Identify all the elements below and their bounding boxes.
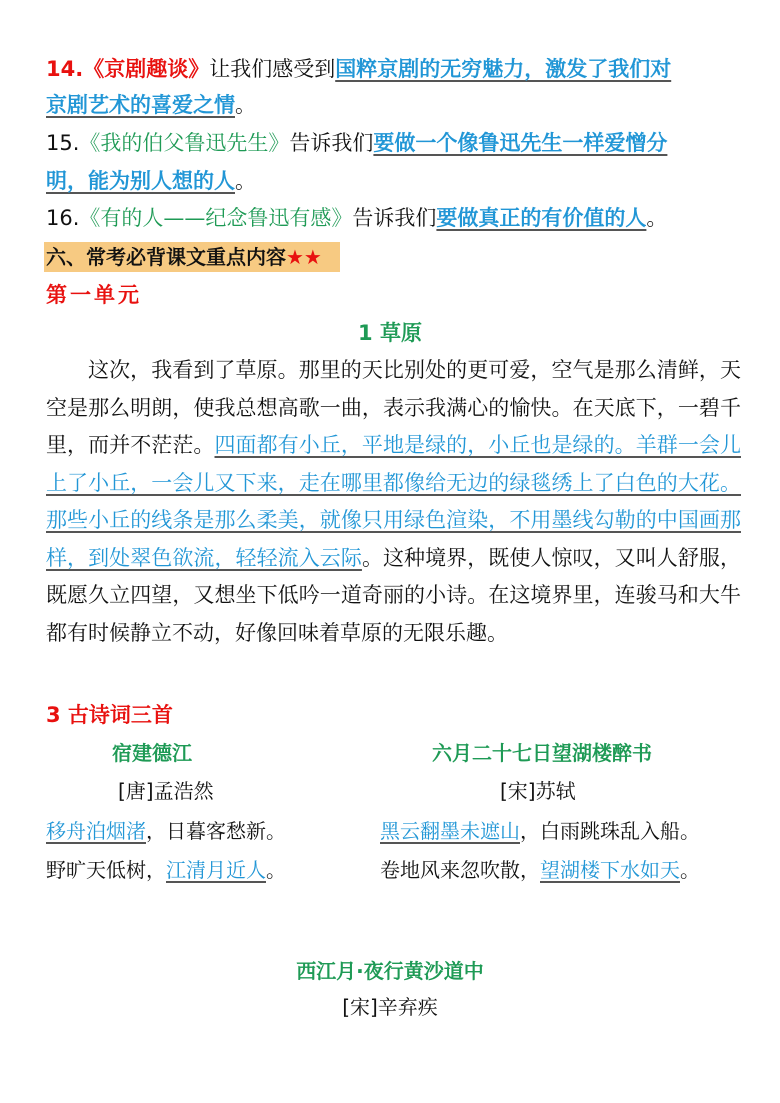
item-15-title: 《我的伯父鲁迅先生》 xyxy=(79,131,290,155)
item-14-number: 14. xyxy=(46,57,84,81)
poem-1-line-2-highlight: 江清月近人 xyxy=(166,858,266,882)
item-15-highlight-2: 明，能为别人想的人 xyxy=(46,169,235,193)
item-14-line-1 xyxy=(46,54,736,84)
poem-2-line-2-highlight: 望湖楼下水如天 xyxy=(540,858,680,882)
section-heading-text: 六、常考必背课文重点内容 xyxy=(46,245,286,269)
item-14-highlight-2: 京剧艺术的喜爱之情 xyxy=(46,93,235,117)
poem-1-line-1 xyxy=(46,816,286,846)
item-16-end: 。 xyxy=(646,206,668,230)
item-14-pre: 让我们感受到 xyxy=(209,57,336,81)
item-16-number: 16. xyxy=(46,206,80,230)
lesson-1-title: 1 草原 xyxy=(358,321,422,345)
poem-3-title: 西江月·夜行黄沙道中 xyxy=(296,959,484,983)
item-14-highlight-1: 国粹京剧的无穷魅力，激发了我们对 xyxy=(335,57,672,81)
poem-2-line-1-rest: ，白雨跳珠乱入船。 xyxy=(520,819,700,843)
lesson-1-text-a: 这次，我看到了草原。那里的天比别处的更可爱，空气是那么清鲜，天空是那么明朗，使我总想高歌一曲，表示我满心的愉快。在天底下，一碧千里，而并不茫茫。 xyxy=(46,358,741,457)
poem-1-line-2-end: 。 xyxy=(266,858,286,882)
poem-1-line-2-pre: 野旷天低树， xyxy=(46,858,166,882)
lesson-1-highlight: 四面都有小丘，平地是绿的，小丘也是绿的。羊群一会儿上了小丘，一会儿又下来，走在哪里都像给无边的绿毯绣上了白色的大花。那些小丘的线条是那么柔美，就像只用绿色渲染，不用墨线勾勒的中国画那样，到处翠色欲流，轻轻流入云际 xyxy=(46,433,741,570)
poem-1-line-2 xyxy=(46,855,286,885)
item-15-pre: 告诉我们 xyxy=(289,131,374,155)
lesson-1-paragraph xyxy=(46,352,741,652)
lesson-3-title: 3 古诗词三首 xyxy=(46,703,173,727)
item-16-line-1 xyxy=(46,203,736,233)
item-15-line-1 xyxy=(46,128,736,158)
poem-2-title: 六月二十七日望湖楼醉书 xyxy=(432,741,652,765)
section-heading-stars: ★★ xyxy=(286,245,322,269)
item-15-line-2 xyxy=(46,166,736,196)
item-14-end: 。 xyxy=(235,93,256,117)
unit-title: 第一单元 xyxy=(46,283,142,307)
poem-2-line-2-pre: 卷地风来忽吹散， xyxy=(380,858,540,882)
poem-2-line-2 xyxy=(380,855,700,885)
item-15-highlight-1: 要做一个像鲁迅先生一样爱憎分 xyxy=(373,131,668,155)
poem-2-author: [宋]苏轼 xyxy=(500,779,576,803)
poem-3-author: [宋]辛弃疾 xyxy=(342,995,438,1019)
item-14-title: 《京剧趣谈》 xyxy=(83,57,210,81)
lesson-1-text-b: 。这种境界，既使人惊叹，又叫人舒服，既愿久立四望，又想坐下低吟一道奇丽的小诗。在这境界里，连骏马和大牛都有时候静立不动，好像回味着草原的无限乐趣。 xyxy=(46,545,741,645)
section-heading xyxy=(46,242,736,272)
poem-2-line-1-highlight: 黑云翻墨未遮山 xyxy=(380,819,520,843)
item-16-title: 《有的人——纪念鲁迅有感》 xyxy=(79,206,353,230)
poem-1-line-1-rest: ，日暮客愁新。 xyxy=(146,819,286,843)
poem-1-title: 宿建德江 xyxy=(112,741,192,765)
poem-1-line-1-highlight: 移舟泊烟渚 xyxy=(46,819,146,843)
item-14-line-2 xyxy=(46,90,736,120)
item-15-number: 15. xyxy=(46,131,80,155)
item-16-highlight: 要做真正的有价值的人 xyxy=(436,206,647,230)
item-16-pre: 告诉我们 xyxy=(352,206,437,230)
poem-2-line-2-end: 。 xyxy=(680,858,700,882)
poem-2-line-1 xyxy=(380,816,700,846)
item-15-end: 。 xyxy=(235,169,256,193)
poem-1-author: [唐]孟浩然 xyxy=(118,779,214,803)
